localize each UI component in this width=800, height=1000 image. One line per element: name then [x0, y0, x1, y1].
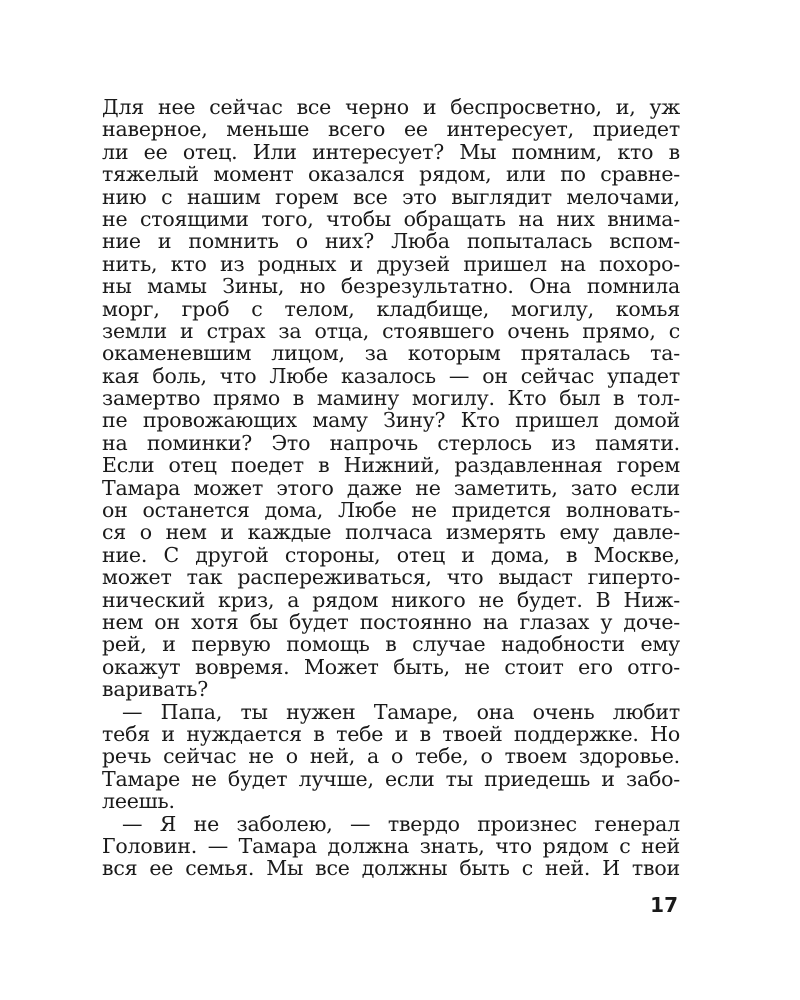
text-line: рей, и первую помощь в случае надобности ему: [102, 632, 680, 657]
text-line: речь сейчас не о ней, а о тебе, о твоем здоровье.: [102, 744, 680, 769]
text-line: замертво прямо в мамину могилу. Кто был в тол-: [102, 386, 680, 411]
text-line: Для нее сейчас все черно и беспросветно, и, уж: [102, 95, 680, 119]
text-line: Тамаре не будет лучше, если ты приедешь и забо-: [102, 766, 680, 791]
text-line: вся ее семья. Мы все должны быть с ней. И твои: [102, 856, 680, 881]
text-line: ние. С другой стороны, отец и дома, в Москве,: [102, 542, 680, 567]
text-line: земли и страх за отца, стоявшего очень прямо, с: [102, 318, 680, 343]
text-line: нию с нашим горем все это выглядит мелочами,: [102, 184, 680, 209]
text-line: варивать?: [102, 677, 209, 702]
text-line: тяжелый момент оказался рядом, или по сравне-: [102, 162, 680, 187]
text-line: окажут вовремя. Может быть, не стоит его отго-: [102, 654, 680, 679]
text-line: он останется дома, Любе не придется волновать-: [102, 498, 680, 523]
text-line: Если отец поедет в Нижний, раздавленная горем: [102, 453, 680, 478]
text-line: не стоящими того, чтобы обращать на них внима-: [102, 206, 680, 231]
text-line: тебя и нуждается в тебе и в твоей поддержке. Но: [102, 721, 680, 746]
text-line: может так распереживаться, что выдаст гиперто-: [102, 565, 680, 590]
text-line: ся о нем и каждые полчаса измерять ему давле-: [102, 520, 680, 545]
text-line: морг, гроб с телом, кладбище, могилу, комья: [102, 296, 680, 321]
text-line: наверное, меньше всего ее интересует, приедет: [102, 117, 680, 142]
body-text: [102, 96, 680, 880]
text-line: Головин. — Тамара должна знать, что рядом с ней: [102, 833, 680, 858]
text-line: на поминки? Это напрочь стерлось из памяти.: [102, 430, 680, 455]
text-line: кая боль, что Любе казалось — он сейчас упадет: [102, 363, 680, 388]
text-line: нем он хотя бы будет постоянно на глазах у доче-: [102, 609, 680, 634]
page-number: 17: [650, 893, 678, 917]
text-line: — Я не заболею, — твердо произнес генерал: [122, 811, 680, 836]
text-line: леешь.: [102, 789, 175, 814]
text-line: ние и помнить о них? Люба попыталась вспом-: [102, 229, 680, 254]
text-line: Тамара может этого даже не заметить, зато если: [102, 475, 680, 500]
text-line: нический криз, а рядом никого не будет. В Ниж-: [102, 587, 680, 612]
text-line: — Папа, ты нужен Тамаре, она очень любит: [122, 699, 680, 724]
text-line: окаменевшим лицом, за которым пряталась та-: [102, 341, 680, 366]
text-line: ли ее отец. Или интересует? Мы помним, кто в: [102, 139, 680, 164]
text-line: ны мамы Зины, но безрезультатно. Она помнила: [102, 274, 680, 299]
text-line: нить, кто из родных и друзей пришел на похоро-: [102, 251, 680, 276]
text-line: пе провожающих маму Зину? Кто пришел домой: [102, 408, 680, 433]
